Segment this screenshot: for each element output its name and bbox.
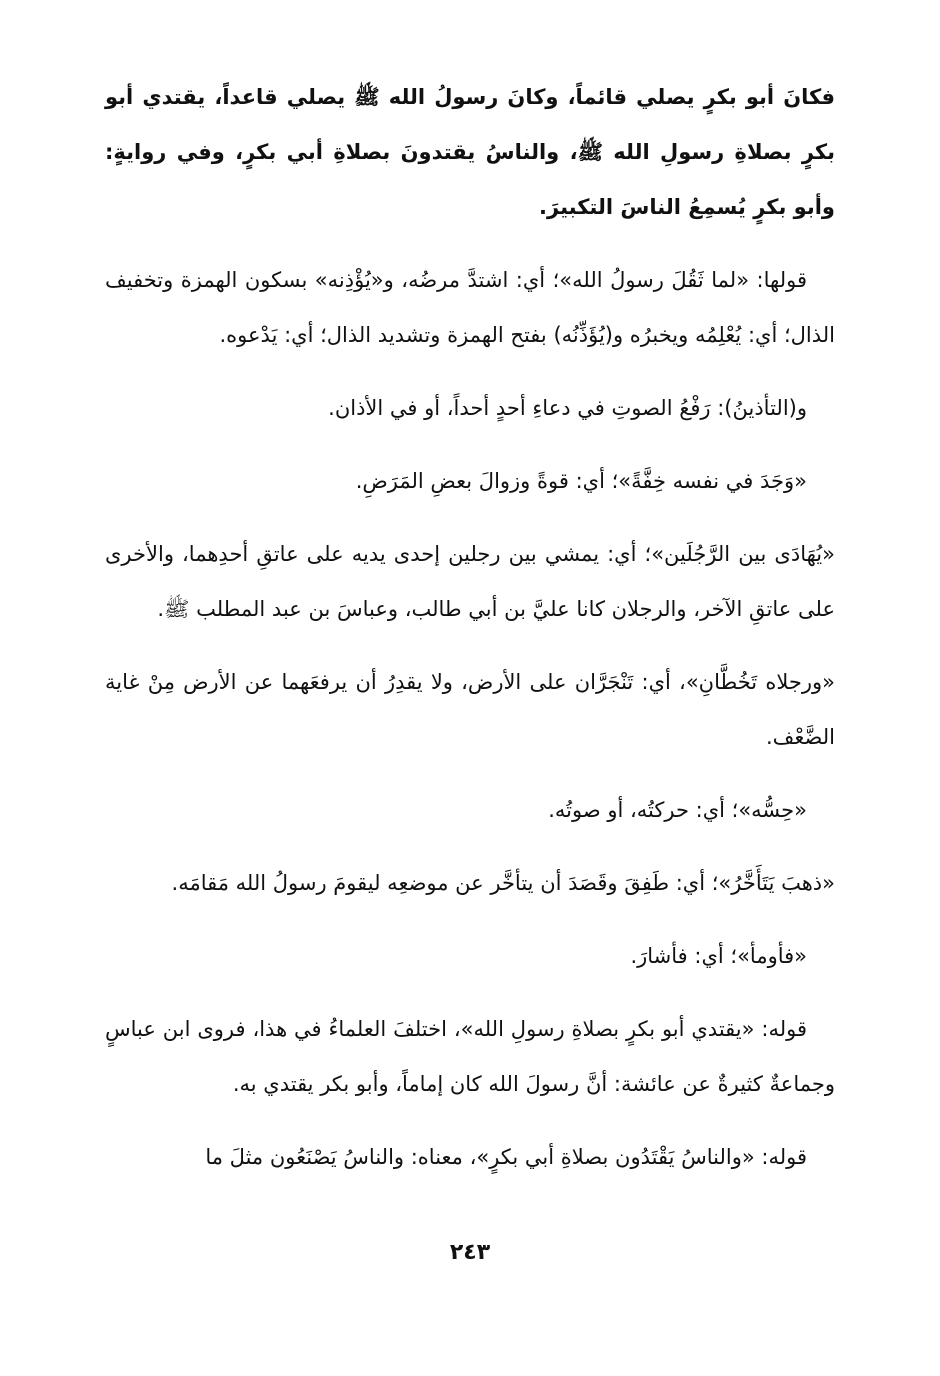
page-number: ٢٤٣ [449,1240,491,1265]
paragraph-9: «فأومأ»؛ أي: فأشارَ. [630,944,807,968]
paragraph-1: فكانَ أبو بكرٍ يصلي قائماً، وكانَ رسولُ الله ﷺ يصلي قاعداً، يقتدي أبو بكرٍ بصلاةِ رسولِ الله ﷺ، والناسُ يقتدونَ بصلاةِ أبي بكرٍ، وفي روايةٍ: وأبو بكرٍ يُسمِعُ الناسَ التكبيرَ. [105,85,835,219]
paragraph-4: «وَجَدَ في نفسه خِفَّةً»؛ أي: قوةً وزوالَ بعضِ المَرَضِ. [355,469,807,493]
paragraph-8: «ذهبَ يَتَأَخَّرُ»؛ أي: طَفِقَ وقَصَدَ أن يتأخَّر عن موضعِه ليقومَ رسولُ الله مَقامَه. [171,871,835,895]
paragraph-6: «ورجلاه تَخُطَّانِ»، أي: تَنْجَرَّان على الأرض، ولا يقدِرُ أن يرفعَهما عن الأرض مِنْ غاية الضَّعْف. [105,670,835,749]
paragraph-10: قوله: «يقتدي أبو بكرٍ بصلاةِ رسولِ الله»، اختلفَ العلماءُ في هذا، فروى ابن عباسٍ وجماعةٌ كثيرةٌ عن عائشة: أنَّ رسولَ الله كان إماماً، وأبو بكر يقتدي به. [105,1017,835,1096]
paragraph-7: «حِسُّه»؛ أي: حركتُه، أو صوتُه. [548,798,807,822]
paragraph-5: «يُهَادَى بين الرَّجُلَين»؛ أي: يمشي بين رجلين إحدى يديه على عاتقِ أحدِهما، والأخرى على عاتقِ الآخر، والرجلان كانا عليَّ بن أبي طالب، وعباسَ بن عبد المطلب ﷺ. [105,542,835,621]
paragraph-2: قولها: «لما ثَقُلَ رسولُ الله»؛ أي: اشتدَّ مرضُه، و«يُؤْذِنه» بسكون الهمزة وتخفيف الذال؛ أي: يُعْلِمُه ويخبرُه و(يُؤَذِّنُه) بفتح الهمزة وتشديد الذال؛ أي: يَدْعوه. [105,268,835,347]
paragraph-11: قوله: «والناسُ يَقْتَدُون بصلاةِ أبي بكرٍ»، معناه: والناسُ يَصْنَعُون مثلَ ما [205,1145,807,1169]
page-body [105,70,835,1203]
paragraph-3: و(التأذينُ): رَفْعُ الصوتِ في دعاءِ أحدٍ أحداً، أو في الأذان. [328,396,807,420]
